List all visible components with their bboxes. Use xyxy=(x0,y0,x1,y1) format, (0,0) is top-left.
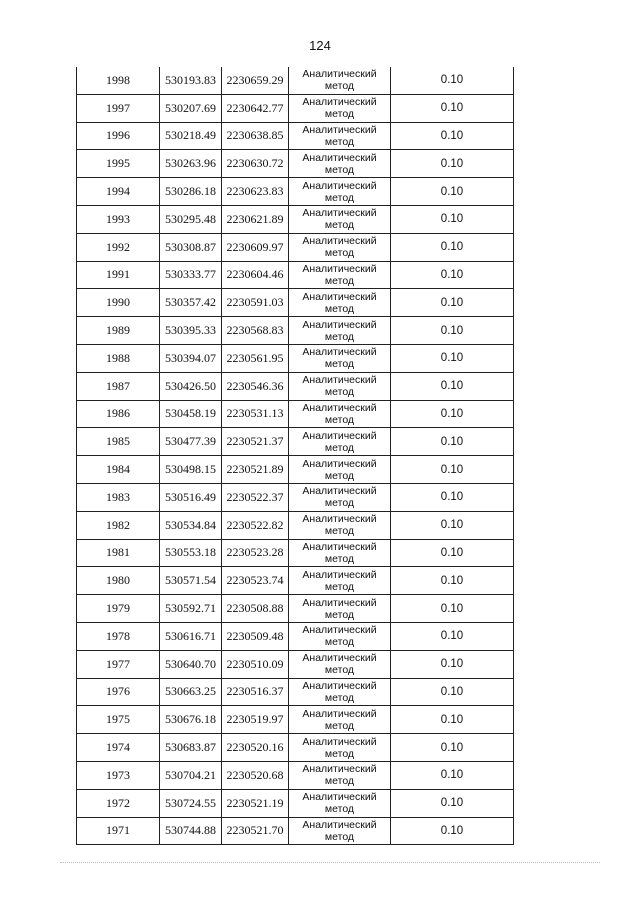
x-coordinate-cell: 530286.18 xyxy=(160,178,222,206)
point-number-cell: 1982 xyxy=(77,511,160,539)
x-coordinate-cell: 530534.84 xyxy=(160,511,222,539)
point-number-cell: 1995 xyxy=(77,150,160,178)
y-coordinate-cell: 2230521.70 xyxy=(222,817,289,845)
table-row xyxy=(77,428,514,456)
x-coordinate-cell: 530592.71 xyxy=(160,595,222,623)
x-coordinate-cell: 530553.18 xyxy=(160,539,222,567)
point-number-cell: 1973 xyxy=(77,761,160,789)
point-number-cell: 1992 xyxy=(77,233,160,261)
y-coordinate-cell: 2230561.95 xyxy=(222,344,289,372)
point-number-cell: 1996 xyxy=(77,122,160,150)
method-cell: Аналитический метод xyxy=(289,344,391,372)
x-coordinate-cell: 530357.42 xyxy=(160,289,222,317)
point-number-cell: 1989 xyxy=(77,317,160,345)
y-coordinate-cell: 2230522.37 xyxy=(222,483,289,511)
error-cell: 0.10 xyxy=(391,817,514,845)
error-cell: 0.10 xyxy=(391,511,514,539)
method-cell: Аналитический метод xyxy=(289,483,391,511)
scan-artifact-line xyxy=(60,862,600,865)
y-coordinate-cell: 2230568.83 xyxy=(222,317,289,345)
point-number-cell: 1994 xyxy=(77,178,160,206)
error-cell: 0.10 xyxy=(391,650,514,678)
method-cell: Аналитический метод xyxy=(289,650,391,678)
table-row xyxy=(77,122,514,150)
error-cell: 0.10 xyxy=(391,233,514,261)
y-coordinate-cell: 2230519.97 xyxy=(222,706,289,734)
point-number-cell: 1990 xyxy=(77,289,160,317)
method-cell: Аналитический метод xyxy=(289,233,391,261)
y-coordinate-cell: 2230521.37 xyxy=(222,428,289,456)
error-cell: 0.10 xyxy=(391,205,514,233)
y-coordinate-cell: 2230546.36 xyxy=(222,372,289,400)
x-coordinate-cell: 530516.49 xyxy=(160,483,222,511)
table-row xyxy=(77,650,514,678)
x-coordinate-cell: 530263.96 xyxy=(160,150,222,178)
error-cell: 0.10 xyxy=(391,567,514,595)
error-cell: 0.10 xyxy=(391,678,514,706)
table-row xyxy=(77,817,514,845)
page-number: 124 xyxy=(309,38,331,53)
y-coordinate-cell: 2230604.46 xyxy=(222,261,289,289)
method-cell: Аналитический метод xyxy=(289,428,391,456)
point-number-cell: 1985 xyxy=(77,428,160,456)
table-row xyxy=(77,178,514,206)
table-row xyxy=(77,567,514,595)
error-cell: 0.10 xyxy=(391,344,514,372)
y-coordinate-cell: 2230520.16 xyxy=(222,734,289,762)
method-cell: Аналитический метод xyxy=(289,122,391,150)
table-row xyxy=(77,539,514,567)
method-cell: Аналитический метод xyxy=(289,622,391,650)
table-row xyxy=(77,761,514,789)
coordinates-table xyxy=(76,67,514,845)
x-coordinate-cell: 530394.07 xyxy=(160,344,222,372)
table-row xyxy=(77,456,514,484)
point-number-cell: 1978 xyxy=(77,622,160,650)
point-number-cell: 1998 xyxy=(77,67,160,94)
x-coordinate-cell: 530207.69 xyxy=(160,94,222,122)
method-cell: Аналитический метод xyxy=(289,289,391,317)
table-row xyxy=(77,789,514,817)
point-number-cell: 1976 xyxy=(77,678,160,706)
y-coordinate-cell: 2230642.77 xyxy=(222,94,289,122)
error-cell: 0.10 xyxy=(391,483,514,511)
error-cell: 0.10 xyxy=(391,400,514,428)
x-coordinate-cell: 530477.39 xyxy=(160,428,222,456)
point-number-cell: 1974 xyxy=(77,734,160,762)
x-coordinate-cell: 530571.54 xyxy=(160,567,222,595)
point-number-cell: 1986 xyxy=(77,400,160,428)
x-coordinate-cell: 530704.21 xyxy=(160,761,222,789)
y-coordinate-cell: 2230521.19 xyxy=(222,789,289,817)
x-coordinate-cell: 530193.83 xyxy=(160,67,222,94)
table-row xyxy=(77,150,514,178)
error-cell: 0.10 xyxy=(391,178,514,206)
error-cell: 0.10 xyxy=(391,456,514,484)
y-coordinate-cell: 2230520.68 xyxy=(222,761,289,789)
error-cell: 0.10 xyxy=(391,150,514,178)
table-row xyxy=(77,94,514,122)
method-cell: Аналитический метод xyxy=(289,595,391,623)
error-cell: 0.10 xyxy=(391,261,514,289)
method-cell: Аналитический метод xyxy=(289,511,391,539)
table-row xyxy=(77,734,514,762)
x-coordinate-cell: 530295.48 xyxy=(160,205,222,233)
point-number-cell: 1972 xyxy=(77,789,160,817)
table-row xyxy=(77,483,514,511)
y-coordinate-cell: 2230531.13 xyxy=(222,400,289,428)
point-number-cell: 1981 xyxy=(77,539,160,567)
y-coordinate-cell: 2230521.89 xyxy=(222,456,289,484)
point-number-cell: 1979 xyxy=(77,595,160,623)
error-cell: 0.10 xyxy=(391,122,514,150)
x-coordinate-cell: 530663.25 xyxy=(160,678,222,706)
x-coordinate-cell: 530458.19 xyxy=(160,400,222,428)
method-cell: Аналитический метод xyxy=(289,706,391,734)
table-row xyxy=(77,706,514,734)
point-number-cell: 1983 xyxy=(77,483,160,511)
point-number-cell: 1977 xyxy=(77,650,160,678)
method-cell: Аналитический метод xyxy=(289,372,391,400)
coordinates-table-body xyxy=(77,67,514,845)
y-coordinate-cell: 2230630.72 xyxy=(222,150,289,178)
method-cell: Аналитический метод xyxy=(289,567,391,595)
point-number-cell: 1997 xyxy=(77,94,160,122)
error-cell: 0.10 xyxy=(391,622,514,650)
method-cell: Аналитический метод xyxy=(289,317,391,345)
point-number-cell: 1988 xyxy=(77,344,160,372)
table-row xyxy=(77,400,514,428)
y-coordinate-cell: 2230623.83 xyxy=(222,178,289,206)
table-row xyxy=(77,511,514,539)
error-cell: 0.10 xyxy=(391,761,514,789)
y-coordinate-cell: 2230621.89 xyxy=(222,205,289,233)
table-row xyxy=(77,261,514,289)
x-coordinate-cell: 530218.49 xyxy=(160,122,222,150)
error-cell: 0.10 xyxy=(391,94,514,122)
point-number-cell: 1984 xyxy=(77,456,160,484)
method-cell: Аналитический метод xyxy=(289,400,391,428)
error-cell: 0.10 xyxy=(391,67,514,94)
error-cell: 0.10 xyxy=(391,289,514,317)
y-coordinate-cell: 2230516.37 xyxy=(222,678,289,706)
point-number-cell: 1975 xyxy=(77,706,160,734)
x-coordinate-cell: 530426.50 xyxy=(160,372,222,400)
table-row xyxy=(77,205,514,233)
error-cell: 0.10 xyxy=(391,789,514,817)
error-cell: 0.10 xyxy=(391,428,514,456)
error-cell: 0.10 xyxy=(391,372,514,400)
method-cell: Аналитический метод xyxy=(289,178,391,206)
y-coordinate-cell: 2230659.29 xyxy=(222,67,289,94)
table-row xyxy=(77,233,514,261)
x-coordinate-cell: 530676.18 xyxy=(160,706,222,734)
method-cell: Аналитический метод xyxy=(289,817,391,845)
point-number-cell: 1980 xyxy=(77,567,160,595)
x-coordinate-cell: 530683.87 xyxy=(160,734,222,762)
y-coordinate-cell: 2230522.82 xyxy=(222,511,289,539)
error-cell: 0.10 xyxy=(391,706,514,734)
y-coordinate-cell: 2230509.48 xyxy=(222,622,289,650)
error-cell: 0.10 xyxy=(391,539,514,567)
x-coordinate-cell: 530744.88 xyxy=(160,817,222,845)
table-row xyxy=(77,344,514,372)
method-cell: Аналитический метод xyxy=(289,94,391,122)
table-row xyxy=(77,317,514,345)
y-coordinate-cell: 2230510.09 xyxy=(222,650,289,678)
table-row xyxy=(77,372,514,400)
error-cell: 0.10 xyxy=(391,595,514,623)
method-cell: Аналитический метод xyxy=(289,261,391,289)
y-coordinate-cell: 2230508.88 xyxy=(222,595,289,623)
y-coordinate-cell: 2230638.85 xyxy=(222,122,289,150)
method-cell: Аналитический метод xyxy=(289,150,391,178)
x-coordinate-cell: 530333.77 xyxy=(160,261,222,289)
table-row xyxy=(77,67,514,94)
x-coordinate-cell: 530640.70 xyxy=(160,650,222,678)
y-coordinate-cell: 2230523.74 xyxy=(222,567,289,595)
point-number-cell: 1987 xyxy=(77,372,160,400)
x-coordinate-cell: 530724.55 xyxy=(160,789,222,817)
table-row xyxy=(77,289,514,317)
method-cell: Аналитический метод xyxy=(289,678,391,706)
method-cell: Аналитический метод xyxy=(289,205,391,233)
point-number-cell: 1971 xyxy=(77,817,160,845)
x-coordinate-cell: 530616.71 xyxy=(160,622,222,650)
method-cell: Аналитический метод xyxy=(289,539,391,567)
table-row xyxy=(77,622,514,650)
method-cell: Аналитический метод xyxy=(289,761,391,789)
y-coordinate-cell: 2230591.03 xyxy=(222,289,289,317)
point-number-cell: 1991 xyxy=(77,261,160,289)
point-number-cell: 1993 xyxy=(77,205,160,233)
error-cell: 0.10 xyxy=(391,734,514,762)
y-coordinate-cell: 2230523.28 xyxy=(222,539,289,567)
y-coordinate-cell: 2230609.97 xyxy=(222,233,289,261)
method-cell: Аналитический метод xyxy=(289,456,391,484)
x-coordinate-cell: 530395.33 xyxy=(160,317,222,345)
method-cell: Аналитический метод xyxy=(289,734,391,762)
x-coordinate-cell: 530498.15 xyxy=(160,456,222,484)
x-coordinate-cell: 530308.87 xyxy=(160,233,222,261)
error-cell: 0.10 xyxy=(391,317,514,345)
table-row xyxy=(77,678,514,706)
table-row xyxy=(77,595,514,623)
method-cell: Аналитический метод xyxy=(289,67,391,94)
method-cell: Аналитический метод xyxy=(289,789,391,817)
